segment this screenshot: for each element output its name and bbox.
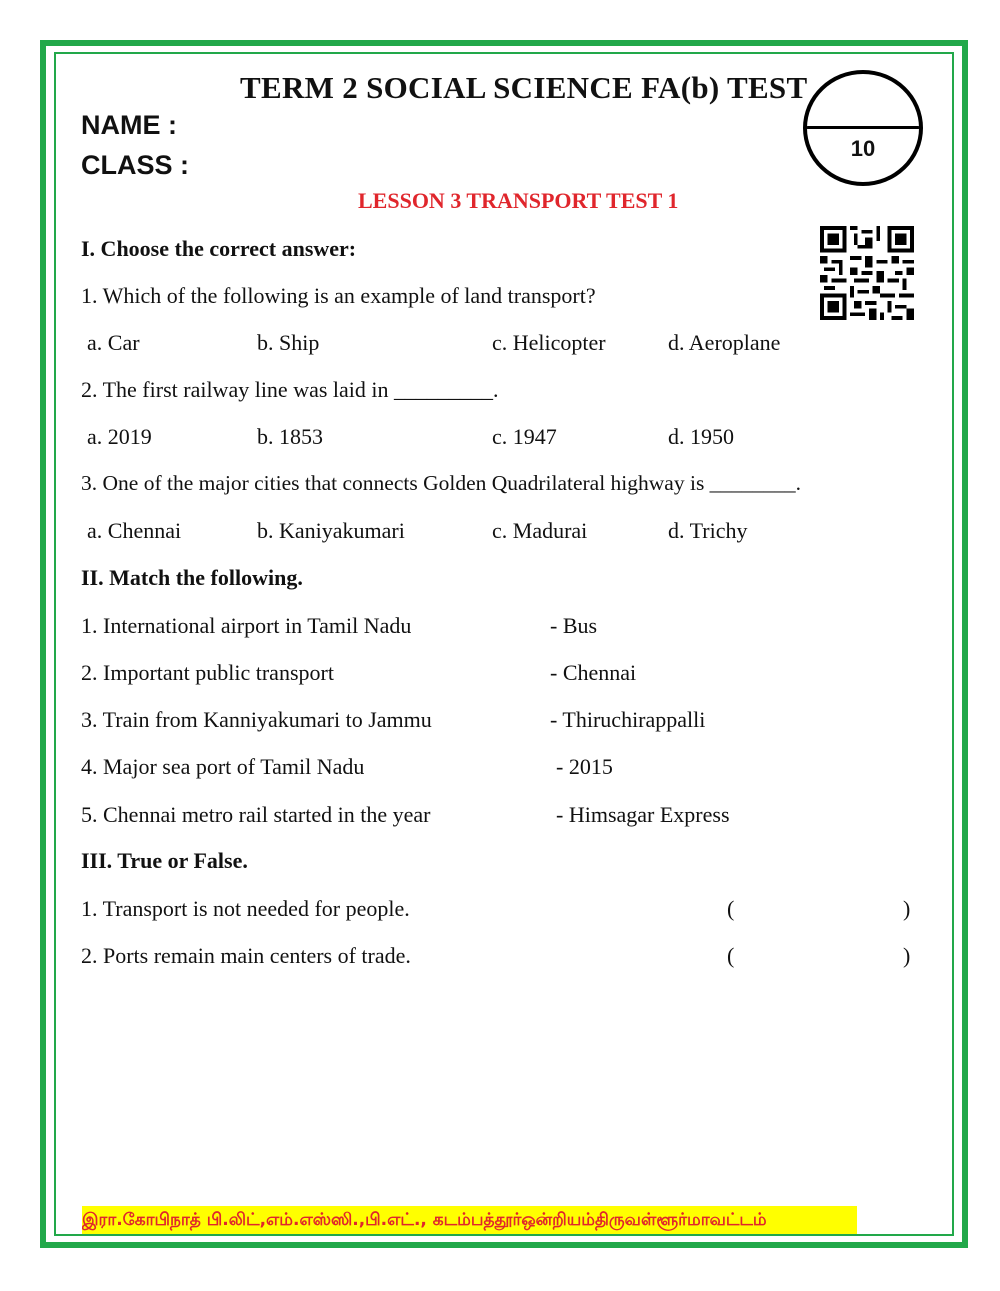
q1-option-b[interactable]: b. Ship <box>257 330 320 355</box>
q1-option-d[interactable]: d. Aeroplane <box>668 330 781 355</box>
q3-option-c[interactable]: c. Madurai <box>492 518 588 543</box>
q3-option-b[interactable]: b. Kaniyakumari <box>257 518 405 543</box>
inner-border <box>54 52 954 1236</box>
q2-option-c[interactable]: c. 1947 <box>492 424 557 449</box>
match-right-5[interactable]: - Himsagar Express <box>556 802 730 827</box>
match-right-1[interactable]: - Bus <box>550 613 598 638</box>
match-left-3: 3. Train from Kanniyakumari to Jammu <box>81 707 432 732</box>
match-left-4: 4. Major sea port of Tamil Nadu <box>81 754 365 779</box>
q3-option-d[interactable]: d. Trichy <box>668 518 748 543</box>
name-label: NAME : <box>81 110 177 140</box>
qr-code-icon[interactable] <box>820 226 914 320</box>
score-divider <box>807 126 919 129</box>
match-left-2: 2. Important public transport <box>81 660 334 685</box>
truefalse-answer-2-close[interactable]: ) <box>903 943 911 968</box>
match-right-3[interactable]: - Thiruchirappalli <box>550 707 706 732</box>
question-1: 1. Which of the following is an example of land transport? <box>81 283 596 308</box>
truefalse-answer-1-open[interactable]: ( <box>727 896 735 921</box>
question-2: 2. The first railway line was laid in _________. <box>81 377 499 402</box>
match-left-1: 1. International airport in Tamil Nadu <box>81 613 412 638</box>
author-footer: இரா.கோபிநாத் பி.லிட்,எம்.எஸ்ஸி.,பி.எட்., கடம்பத்தூர்ஒன்றியம்திருவள்ளூர்மாவட்டம் <box>82 1206 857 1234</box>
match-left-5: 5. Chennai metro rail started in the year <box>81 802 431 827</box>
section-match-heading: II. Match the following. <box>81 565 303 590</box>
match-right-2[interactable]: - Chennai <box>550 660 637 685</box>
q1-option-a[interactable]: a. Car <box>87 330 140 355</box>
section-choose-heading: I. Choose the correct answer: <box>81 236 357 261</box>
score-total: 10 <box>850 136 876 161</box>
q3-option-a[interactable]: a. Chennai <box>87 518 182 543</box>
truefalse-statement-1: 1. Transport is not needed for people. <box>81 896 410 921</box>
truefalse-answer-2-open[interactable]: ( <box>727 943 735 968</box>
score-circle <box>803 70 923 186</box>
q2-option-b[interactable]: b. 1853 <box>257 424 323 449</box>
truefalse-answer-1-close[interactable]: ) <box>903 896 911 921</box>
q2-option-a[interactable]: a. 2019 <box>87 424 152 449</box>
section-truefalse-heading: III. True or False. <box>81 848 248 873</box>
match-right-4[interactable]: - 2015 <box>556 754 613 779</box>
truefalse-statement-2: 2. Ports remain main centers of trade. <box>81 943 411 968</box>
q2-option-d[interactable]: d. 1950 <box>668 424 734 449</box>
q1-option-c[interactable]: c. Helicopter <box>492 330 606 355</box>
lesson-title: LESSON 3 TRANSPORT TEST 1 <box>358 188 679 213</box>
question-3: 3. One of the major cities that connects Golden Quadrilateral highway is ________. <box>81 471 802 495</box>
page-title: TERM 2 SOCIAL SCIENCE FA(b) TEST <box>240 70 808 105</box>
class-label: CLASS : <box>81 150 189 180</box>
